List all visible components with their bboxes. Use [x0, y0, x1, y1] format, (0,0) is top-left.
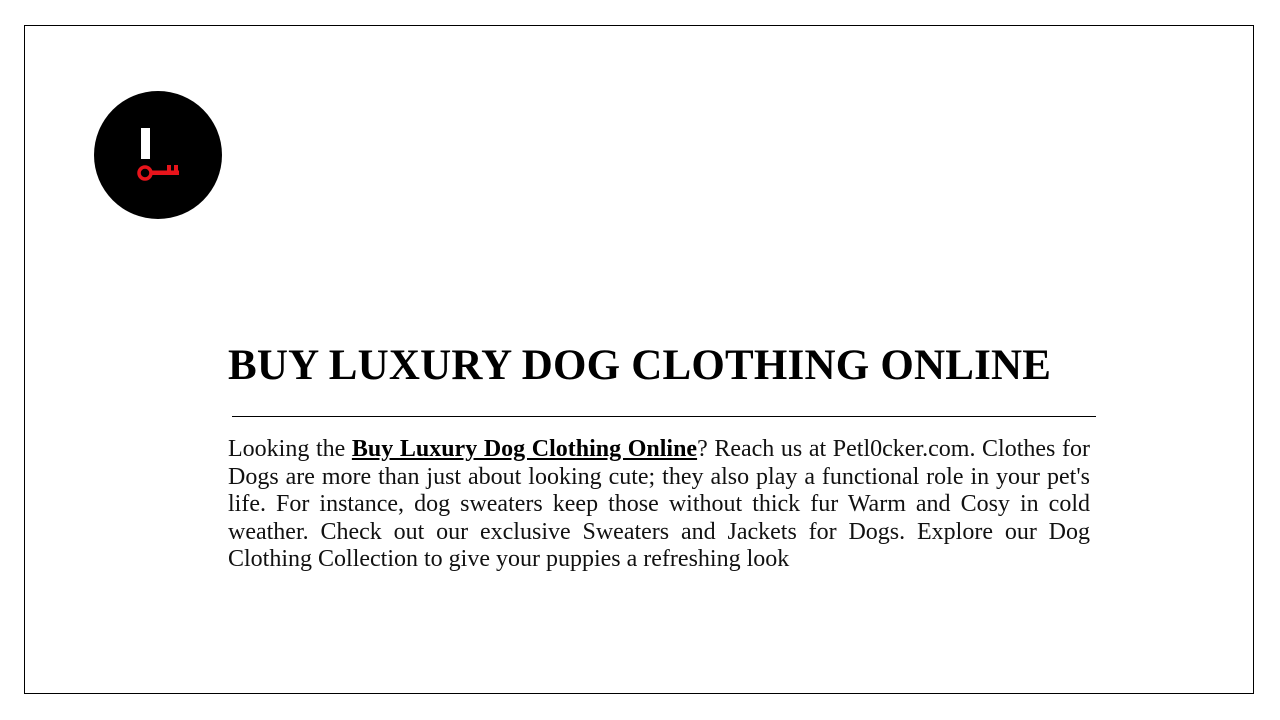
page-title: BUY LUXURY DOG CLOTHING ONLINE — [228, 342, 1052, 389]
slide — [24, 25, 1254, 694]
paragraph-intro: Looking the — [228, 436, 352, 462]
brand-logo — [94, 91, 222, 219]
lock-key-logo-icon — [94, 91, 222, 219]
title-divider — [232, 416, 1096, 417]
buy-luxury-dog-clothing-link[interactable]: Buy Luxury Dog Clothing Online — [351, 436, 698, 462]
description-paragraph — [228, 436, 1090, 574]
paragraph-rest: ? Reach us at Petl0cker.com. Clothes for Dogs are more than just about looking cute; they also play a functional role in your pet's life. For instance, dog sweaters keep those without thick fur Warm and Cosy in cold weather. Check out our exclusive Sweaters and Jackets for Dogs. Explore our Dog Clothing Collection to give your puppies a refreshing look — [228, 436, 1090, 573]
